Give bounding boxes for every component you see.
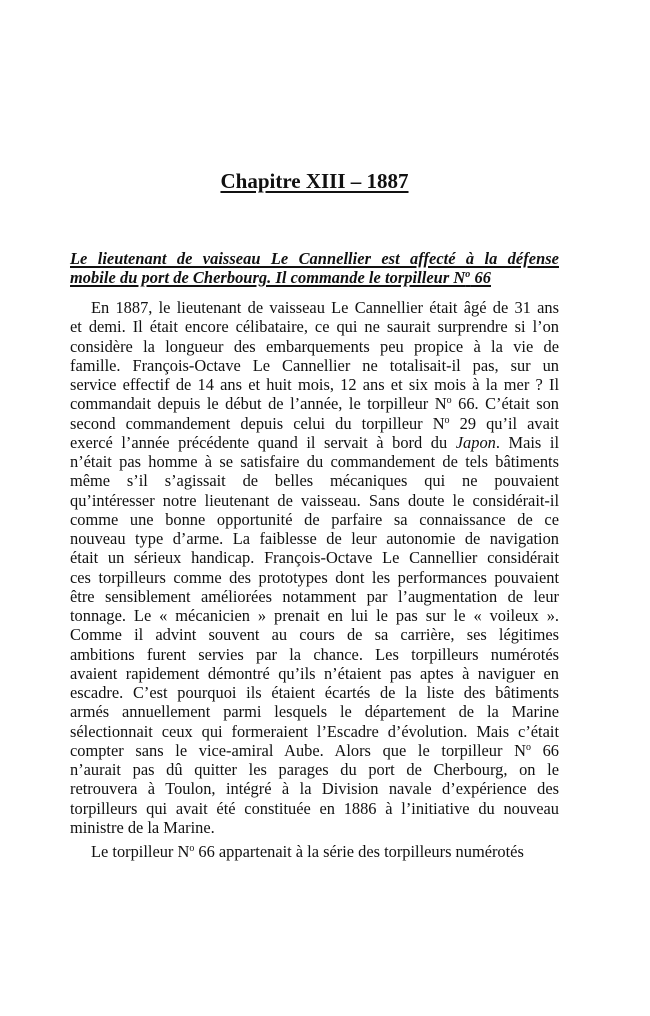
text-line xyxy=(70,722,559,741)
chapter-title xyxy=(70,168,559,194)
superscript-o: o xyxy=(444,414,450,426)
section-heading-line-1: Le lieutenant de vaisseau Le Cannellier est affecté à la défense xyxy=(70,249,559,268)
text-line xyxy=(70,452,559,471)
text-line xyxy=(70,337,559,356)
text-line xyxy=(70,356,559,375)
text-line xyxy=(70,587,559,606)
text-line xyxy=(70,683,559,702)
text-line xyxy=(70,741,559,760)
text-segment: comme une bonne opportunité de parfaire sa connaissance de ce xyxy=(70,509,559,529)
text-segment: retrouvera à Toulon, intégré à la Division navale d’expérience des xyxy=(70,779,559,799)
text-line xyxy=(70,702,559,721)
text-line xyxy=(70,394,559,413)
text-segment: 66 appartenait à la série des torpilleurs numérotés xyxy=(194,842,524,861)
text-line xyxy=(70,491,559,510)
text-segment: n’était pas homme à se satisfaire du commandement de tels bâtiments xyxy=(70,452,559,471)
text-line xyxy=(70,414,559,433)
chapter-title-text: Chapitre XIII – 1887 xyxy=(220,169,409,193)
paragraph xyxy=(70,298,559,837)
text-line xyxy=(70,664,559,683)
text-line xyxy=(70,645,559,664)
section-heading-text: mobile du port de Cherbourg. Il commande le torpilleur N xyxy=(70,268,466,288)
text-segment: exercé l’année précédente quand il servait à bord du xyxy=(70,432,456,452)
text-line xyxy=(70,760,559,779)
text-segment: sélectionnait ceux qui formeraient l’Escadre d’évolution. Mais c’était xyxy=(70,721,559,741)
text-segment: famille. François-Octave Le Cannellier ne totalisait-il pas, sur un xyxy=(70,355,559,375)
text-line xyxy=(70,799,559,818)
text-line xyxy=(70,568,559,587)
text-line xyxy=(70,471,559,490)
text-line xyxy=(70,842,559,861)
superscript-o: o xyxy=(189,843,195,854)
text-segment: considère la longueur des embarquements peu propice à la vie de xyxy=(70,336,559,356)
section-heading xyxy=(70,249,559,288)
text-segment: tonnage. Le « mécanicien » prenait en lui le pas sur le « voileux ». xyxy=(70,606,559,625)
text-line xyxy=(70,818,559,837)
text-segment: Comme il advint souvent au cours de sa carrière, ses légitimes xyxy=(70,625,559,645)
text-segment: commandait depuis le début de l’année, le torpilleur N xyxy=(70,394,447,414)
section-heading-line-2 xyxy=(70,268,559,287)
text-segment: 66 xyxy=(530,740,559,760)
text-line xyxy=(70,298,559,317)
body-text xyxy=(70,298,559,861)
text-segment: ces torpilleurs comme des prototypes dont les performances pouvaient xyxy=(70,567,559,587)
text-segment: Le torpilleur N xyxy=(91,842,190,861)
text-segment: . Mais il xyxy=(495,432,559,452)
text-segment: et demi. Il était encore célibataire, ce qui ne saurait surprendre si l’on xyxy=(70,317,559,337)
text-line xyxy=(70,433,559,452)
text-line xyxy=(70,606,559,625)
superscript-o: o xyxy=(525,741,531,753)
text-line xyxy=(70,625,559,644)
paragraph xyxy=(70,842,559,861)
text-segment: ministre de la Marine. xyxy=(70,817,215,837)
text-segment: armés annuellement parmi lesquels le département de la Marine xyxy=(70,702,559,722)
text-segment: En 1887, le lieutenant de vaisseau Le Cannellier était âgé de 31 ans xyxy=(91,298,559,317)
text-segment: escadre. C’est pourquoi ils étaient écartés de la liste des bâtiments xyxy=(70,683,559,702)
text-segment: ambitions furent servies par la chance. Les torpilleurs numérotés xyxy=(70,644,559,664)
text-segment: 29 qu’il avait xyxy=(449,413,559,433)
text-segment: n’aurait pas dû quitter les parages du port de Cherbourg, on le xyxy=(70,760,559,779)
text-line xyxy=(70,317,559,336)
text-segment: second commandement depuis celui du torpilleur N xyxy=(70,413,445,433)
text-segment: avaient rapidement démontré qu’ils n’étaient pas aptes à naviguer en xyxy=(70,663,559,683)
superscript-o: o xyxy=(446,395,452,407)
text-segment: être sensiblement améliorées notamment par l’augmentation de leur xyxy=(70,586,559,606)
text-segment: était un sérieux handicap. François-Octave Le Cannellier considérait xyxy=(70,548,559,568)
italic-ship-name: Japon xyxy=(455,432,496,452)
text-segment: qu’intéresser notre lieutenant de vaisseau. Sans doute le considérait-il xyxy=(70,490,559,510)
text-line xyxy=(70,529,559,548)
text-line xyxy=(70,779,559,798)
text-segment: torpilleurs qui avait été constituée en 1886 à l’initiative du nouveau xyxy=(70,798,559,818)
text-segment: service effectif de 14 ans et huit mois, 12 ans et six mois à la mer ? Il xyxy=(70,375,559,394)
superscript-o: o xyxy=(465,269,471,281)
text-segment: même s’il s’agissait de belles mécaniques qui ne pouvaient xyxy=(70,471,559,491)
text-segment: 66. C’était son xyxy=(451,394,560,414)
text-line xyxy=(70,510,559,529)
text-segment: nouveau type d’arme. La faiblesse de leur autonomie de navigation xyxy=(70,529,559,548)
text-line xyxy=(70,548,559,567)
text-segment: compter sans le vice-amiral Aube. Alors que le torpilleur N xyxy=(70,740,526,760)
section-heading-number: 66 xyxy=(470,268,491,288)
text-line xyxy=(70,375,559,394)
